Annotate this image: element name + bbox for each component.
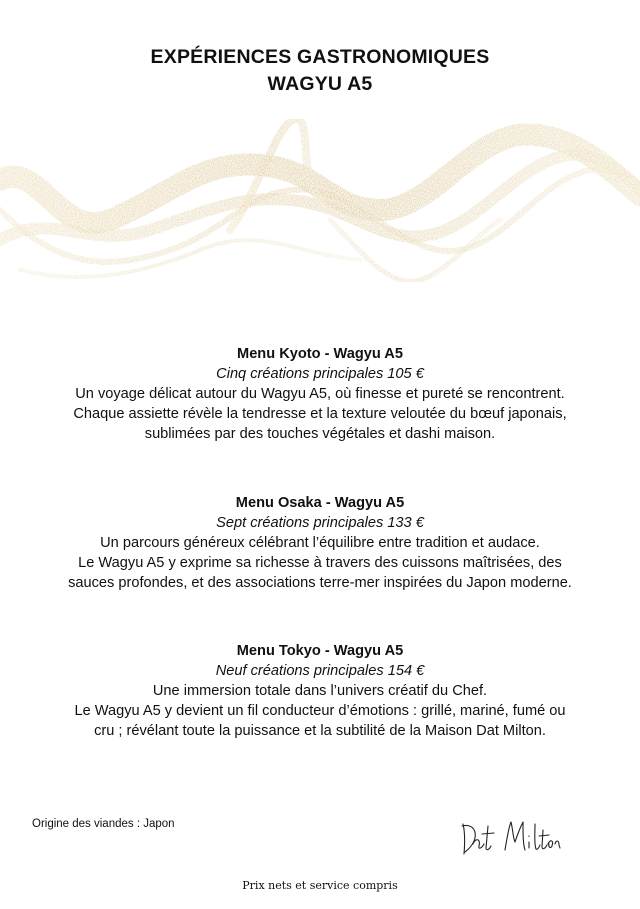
menu-description: Une immersion totale dans l’univers créatif du Chef. Le Wagyu A5 y devient un fil conducteur d’émotions : grillé, mariné, fumé ou cru ; révélant toute la puissance et la subtilité de la Maison Dat Milton. [74, 683, 566, 739]
price-footer-note: Prix nets et service compris [242, 879, 398, 892]
menu-name: Menu Tokyo - Wagyu A5 [236, 643, 404, 659]
title-line-2: WAGYU A5 [267, 73, 373, 95]
menu-kyoto [0, 344, 640, 444]
menu-subtitle: Sept créations principales 133 € [216, 515, 424, 531]
menu-description: Un parcours généreux célébrant l’équilibre entre tradition et audace. Le Wagyu A5 y exprime sa richesse à travers des cuissons maîtrisées, des sauces profondes, et des associations terre-mer inspirées du Japon moderne. [68, 535, 572, 591]
menu-subtitle: Neuf créations principales 154 € [215, 663, 425, 679]
signature-icon [455, 812, 565, 862]
menu-subtitle: Cinq créations principales 105 € [216, 366, 424, 382]
gold-wave-icon [0, 100, 640, 305]
menu-osaka [0, 493, 640, 593]
menu-name: Menu Osaka - Wagyu A5 [235, 495, 405, 511]
menu-description: Un voyage délicat autour du Wagyu A5, où finesse et pureté se rencontrent. Chaque assiette révèle la tendresse et la texture veloutée du bœuf japonais, sublimées par des touches végétales et dashi maison. [73, 386, 567, 442]
menu-name: Menu Kyoto - Wagyu A5 [237, 346, 403, 362]
menu-tokyo [0, 641, 640, 741]
meat-origin-note: Origine des viandes : Japon [32, 818, 175, 830]
page-title [0, 44, 640, 98]
title-line-1: EXPÉRIENCES GASTRONOMIQUES [150, 46, 490, 68]
